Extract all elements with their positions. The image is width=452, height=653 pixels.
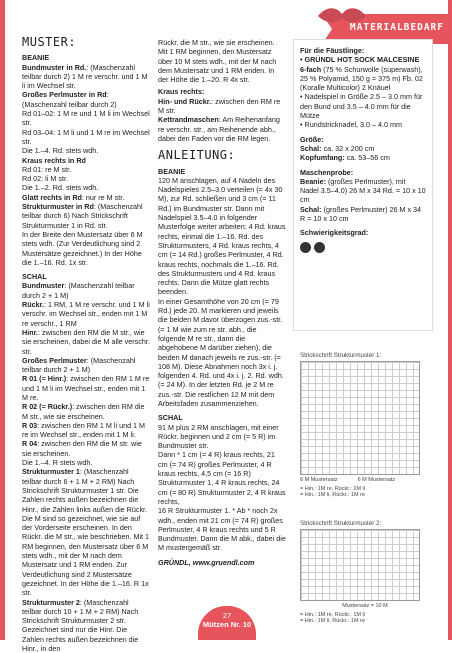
chart2-grid — [300, 529, 420, 601]
text-line: SCHAL — [22, 272, 47, 282]
text-line: Großes Perlmuster: (Maschenzahl teilbar durch 2 + 1 M) — [22, 355, 136, 375]
text-line: Die 1.–2. Rd. stets wdh. — [22, 183, 99, 193]
text-line: Kraus rechts in Rd — [22, 155, 86, 165]
page-number: 27 — [222, 611, 232, 620]
muster-text-2 — [158, 87, 286, 143]
chart1-grid — [300, 361, 420, 475]
text-line: Bundmuster: (Maschenzahl teilbar durch 2 + 1 M) — [22, 281, 135, 300]
material-box — [294, 40, 432, 330]
text-line: R 01 (= Hinr.): zwischen den RM 1 M re und 1 M li im Wechsel str., enden mit 1 M re. — [22, 374, 150, 402]
column-middle — [158, 38, 286, 567]
text-line: R 02 (= Rückr.): zwischen den RM die M str., wie sie erscheinen. — [22, 402, 145, 421]
muster-continued: Rückr. die M str., wie sie erscheinen. Mit 1 RM beginnen, den Mustersatz über 10 M stets wdh., mit der M nach dem Mustersatz und 1 RM enden. In der Höhe die 1.–20. R 4x str. — [158, 38, 277, 85]
text-line: Die 1.–4. Rd. stets wdh. — [22, 146, 99, 156]
text-line: Kopfumfang: ca. 53–56 cm — [300, 153, 390, 163]
text-line: 16 R Strukturmuster 1. * Ab * noch 2x wdh., enden mit 21 cm (= 74 R) großes Perlmuster, 4 R kraus rechts und 5 R Bundmuster. Dann die M abk., dabei die M mustergemäß str. — [158, 506, 286, 553]
text-line: Bundmuster in Rd.: (Maschenzahl teilbar durch 2) 1 M re verschr. und 1 M li im Wechsel str. — [22, 62, 148, 91]
text-line: BEANIE — [158, 166, 186, 176]
text-line: Rd 02: li M str. — [22, 174, 68, 184]
muster-text — [22, 53, 150, 653]
chart1-label-2: 6 M Mustersatz — [357, 477, 396, 483]
anleitung-heading: ANLEITUNG: — [158, 148, 236, 163]
yarn-ball-icon — [314, 242, 325, 253]
chart1-label-1: 6 M Mustersatz — [300, 477, 338, 483]
issue-label: Mützen Nr. 10 — [202, 620, 252, 629]
chart2-legend-1: = Hin.: 1M re, Rückr.: 1M li — [300, 612, 365, 618]
text-line: Für die Fäustlinge: — [300, 46, 365, 55]
text-line: 120 M anschlagen, auf 4 Nadeln des Nadelspieles 2.5–3.0 verteilen (= 4x 30 M), zur Rd. schließen und 3 cm (= 11 Rd.) im Bundmuster str. Dann mit Nadelspiel 3.5–4.0 in folgender Musterfolge weiter arbeiten: 4 Rd. kraus rechts, einmal die 1.–16. Rd. des Strukturmusters, 4 Rd. kraus rechts, 4 cm (= 14 Rd.) großes Perlmuster, 4 Rd. kraus rechts, nochmals die 1.–16. Rd. des Strukturmusters und 4 Rd. kraus rechts. Dann die Mütze glatt rechts beenden. — [158, 175, 286, 297]
chart2-title: Strickschrift Strukturmuster 2: — [300, 520, 382, 527]
anleitung-text — [158, 167, 286, 567]
text-line: Kraus rechts: — [158, 87, 205, 97]
column-left — [22, 35, 150, 653]
text-line: Hin- und Rückr.: zwischen den RM re M str. — [158, 96, 281, 116]
text-line: Schwierigkeitsgrad: — [300, 228, 369, 238]
chart2-legend-2: = Hin.: 1M li, Rückr.: 1M re — [300, 618, 365, 624]
text-line: Rd 03–04: 1 M li und 1 M re im Wechsel str. — [22, 127, 150, 146]
text-line: Kettrandmaschen: Am Reihenanfang re verschr. str., am Reihenende abh., dabei den Faden vor die RM legen. — [158, 115, 280, 143]
chart-struktur-2 — [300, 520, 430, 624]
chart1-legend-2: = Hin.: 1M li, Rückr.: 1M re — [300, 492, 365, 498]
text-line: Dann * 1 cm (= 4 R) kraus rechts, 21 cm (= 74 R) großes Perlmuster, 4 R kraus rechts, 4,5 cm (= 16 R) Strukturmuster 1, 4 R kraus rechts, 24 cm (= 80 R) Strukturmuster 2, 4 R kraus rechts, — [158, 450, 286, 506]
text-line: • Rundstricknadel, 3.0 – 4.0 mm — [300, 120, 402, 130]
text-line: Hinr.: zwischen den RM die M str., wie sie erscheinen, dabei die M alle verschr. str. — [22, 327, 150, 356]
text-line: Maschenprobe: — [300, 167, 354, 177]
text-line: Größe: — [300, 134, 324, 144]
right-edge-stripe — [448, 0, 452, 640]
page-badge — [198, 606, 256, 640]
yarn-ball-icon — [300, 242, 311, 253]
text-line: R 04: zwischen den RM die M str. wie sie erscheinen. — [22, 439, 142, 458]
text-line: Schal: ca. 32 x 200 cm — [300, 143, 375, 153]
text-line: • GRÜNDL HOT SOCK MALCESINE 6-fach (75 % Schurwolle (superwash), 25 % Polyamid, 150 g = 375 m) Fb. 02 (Koralle Multicolor) 2 Knäuel — [300, 55, 423, 93]
text-line: Schal: (großes Perlmuster) 26 M x 34 R = 10 x 10 cm — [300, 204, 422, 224]
text-line: Rd 01: re M str. — [22, 164, 72, 174]
text-line: Glatt rechts in Rd: nur re M str. — [22, 192, 125, 202]
material-list — [300, 46, 426, 238]
chart1-legend-1: = Hin.: 1M re, Rückr.: 1M li — [300, 486, 365, 492]
text-line: Rd 01–02: 1 M re und 1 M li im Wechsel str. — [22, 109, 150, 128]
text-line: Beanie: (großes Perlmuster), mit Nadel 3.5–4.0) 26 M x 34 Rd. = 10 x 10 cm — [300, 176, 426, 205]
text-line: In einer Gesamthöhe von 20 cm (= 79 Rd.) jede 20. M markieren und jeweils die beiden M davor überzogen zus.-str. (= 1 M wie zum re str. abh., die folgende M re str., dann die abgehobene M darüber ziehen), die beiden M danach jeweils re zus.-str. (= 108 M). Diese Abnahmen noch 3x i. j. folgenden 4. Rd. und 4x i. j. 2. Rd. wdh. (= 24 M). In der letzten Rd. je 2 M re zus.-str. Die restlichen 12 M mit dem Arbeitsfaden zusammenziehen. — [158, 296, 284, 408]
text-line: Rückr.: 1 RM, 1 M re verschr. und 1 M li verschr. im Wechsel str., enden mit 1 M re verschr., 1 RM — [22, 300, 150, 328]
difficulty-rating — [300, 242, 426, 253]
text-line: Strukturmuster 1: (Maschenzahl teilbar durch 6 + 1 M + 2 RM) Nach Strickschrift Strukturmuster 1 str. Die Zahlen rechts außen bezeichnen die Hinr., die Zahlen links außen die Rückr. Die M sind so gezeichnet, wie sie auf der Vorderseite erscheinen. In den Rückr. die M str., wie beschrieben. Mit 1 RM beginnen, den Mustersatz über 6 M stets wdh., mit der M nach dem Mustersatz und 1 RM enden. Zur Verdeutlichung sind 2 Mustersätze gezeichnet. In der Höhe die 1.–16. R 1x str. — [22, 467, 150, 598]
material-title: MATERIALBEDARF — [349, 22, 444, 33]
text-line: Großes Perlmuster in Rd: (Maschenzahl teilbar durch 2) — [22, 90, 117, 109]
chart-struktur-1 — [300, 352, 430, 498]
text-line: BEANIE — [22, 53, 50, 63]
text-line: R 03: zwischen den RM 1 M li und 1 M re im Wechsel str., enden mit 1 M li. — [22, 420, 146, 440]
chart2-label: Mustersatz = 10 M — [342, 603, 388, 609]
text-line: SCHAL — [158, 413, 183, 423]
muster-heading: MUSTER: — [22, 35, 77, 49]
text-line: In der Breite den Mustersatz über 6 M stets wdh. (Zur Verdeutlichung sind 2 Mustersätze gezeichnet.) In der Höhe die 1.–16. Rd. 1x str. — [22, 229, 143, 267]
text-line: • Nadelspiel in Größe 2.5 – 3.0 mm für den Bund und 3.5 – 4.0 mm für die Mütze — [300, 92, 423, 121]
text-line: GRÜNDL, www.gruendl.com — [158, 557, 255, 567]
chart1-title: Strickschrift Strukturmuster 1: — [300, 352, 382, 359]
text-line: Strukturmuster 2: (Maschenzahl teilbar durch 10 + 1 M + 2 RM) Nach Strickschrift Strukturmuster 2 str. Gezeichnet sind nur die Hinr. Die Zahlen rechts außen bezeichnen die Hinr., in den — [22, 597, 139, 653]
text-line: Die 1.–4. R stets wdh. — [22, 458, 93, 468]
left-edge-stripe — [0, 0, 5, 640]
text-line: Strukturmuster in Rd: (Maschenzahl teilbar durch 6) Nach Strickschrift Strukturmuster 1 in Rd. str. — [22, 202, 143, 230]
text-line: 91 M plus 2 RM anschlagen, mit einer Rückr. beginnen und 2 cm (= 5 R) im Bundmuster str. — [158, 422, 279, 451]
